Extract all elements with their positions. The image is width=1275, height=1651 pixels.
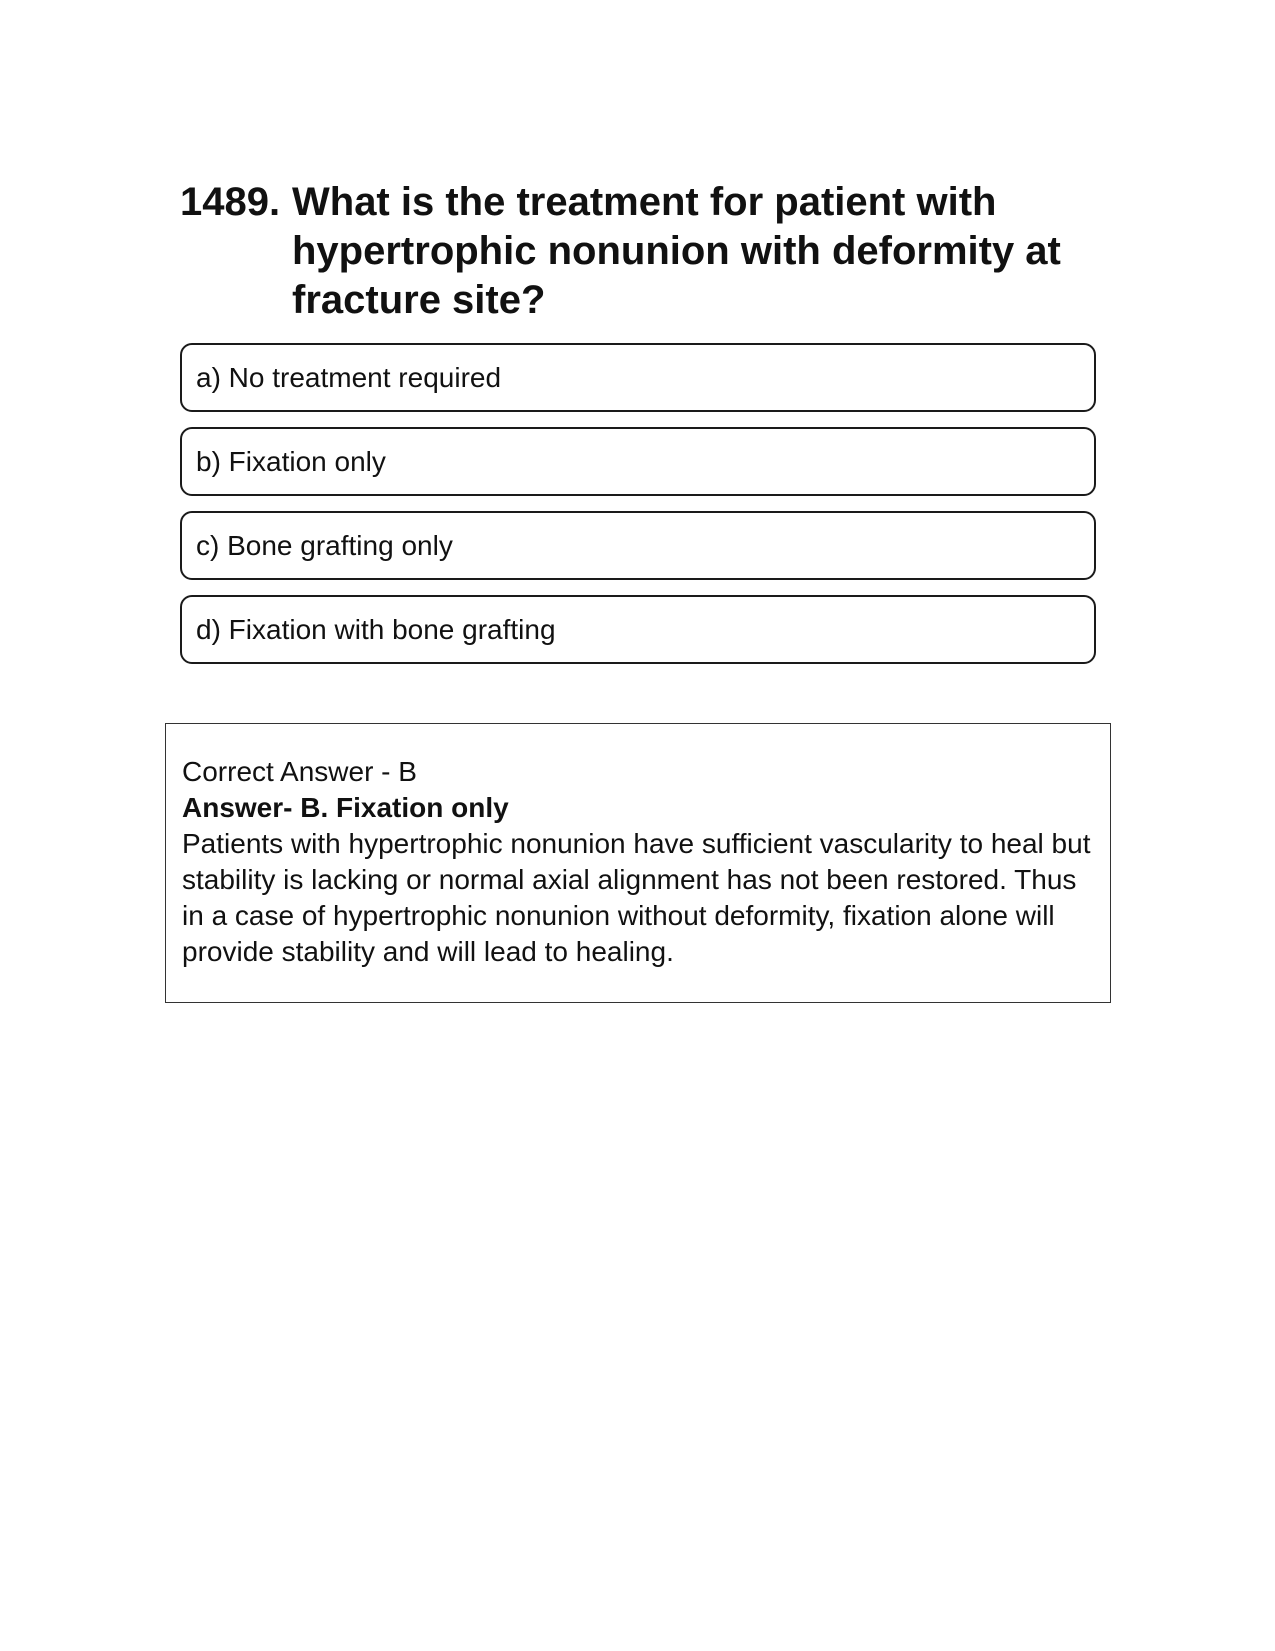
option-b-label: b) Fixation only xyxy=(196,445,386,477)
options-list xyxy=(180,343,1096,679)
answer-explanation-box xyxy=(165,723,1111,1003)
option-d[interactable] xyxy=(180,595,1096,664)
answer-explanation: Patients with hypertrophic nonunion have sufficient vascularity to heal but stability is lacking or normal axial alignment has not been restored. Thus in a case of hypertrophic nonunion without deformity, fixation alone will provide stability and will lead to healing. xyxy=(182,828,1091,967)
option-b[interactable] xyxy=(180,427,1096,496)
option-a-label: a) No treatment required xyxy=(196,361,502,393)
question-header xyxy=(180,178,1110,325)
option-c[interactable] xyxy=(180,511,1096,580)
option-d-label: d) Fixation with bone grafting xyxy=(196,613,556,645)
correct-answer: Correct Answer - B xyxy=(182,756,417,787)
question-number: 1489. xyxy=(180,180,281,224)
option-c-label: c) Bone grafting only xyxy=(196,529,453,561)
answer-heading: Answer- B. Fixation only xyxy=(182,792,509,823)
question-text: What is the treatment for patient with hypertrophic nonunion with deformity at fracture site? xyxy=(292,180,1061,322)
option-a[interactable] xyxy=(180,343,1096,412)
